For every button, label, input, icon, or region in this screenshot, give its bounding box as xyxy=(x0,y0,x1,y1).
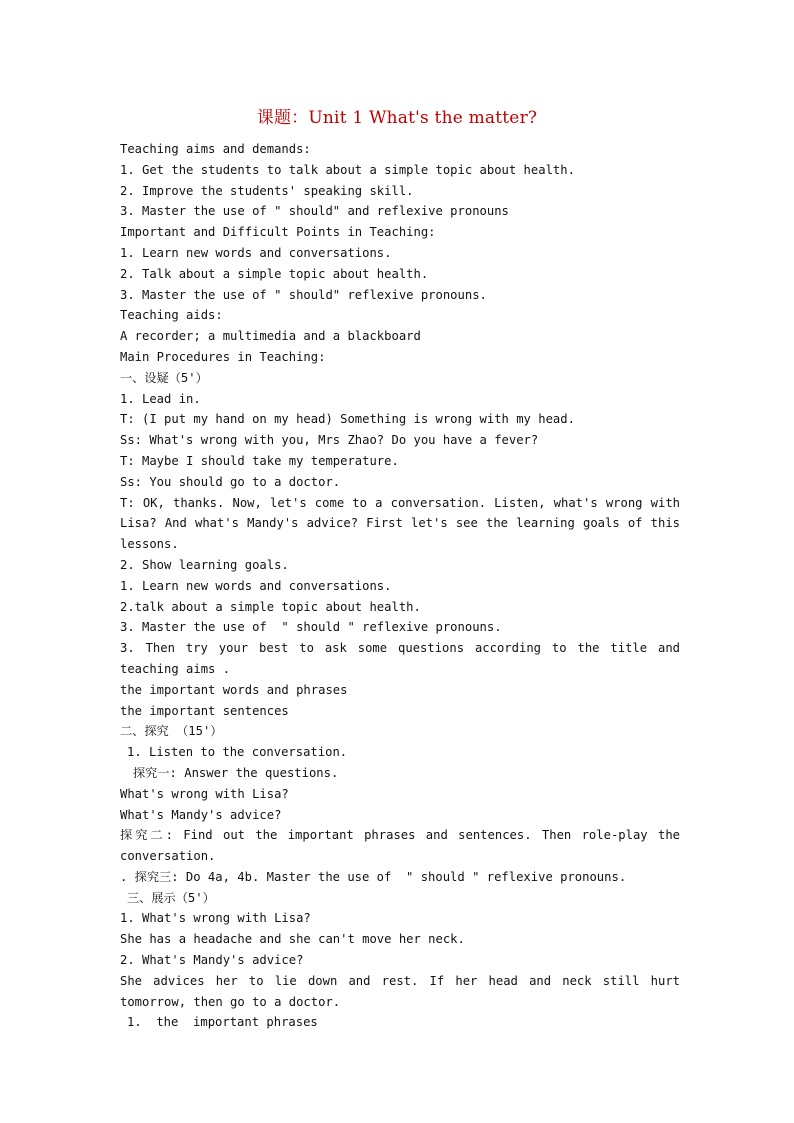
text-line-point-1: 1. Learn new words and conversations. xyxy=(120,245,392,260)
text-line-goal-2: 2.talk about a simple topic about health. xyxy=(120,599,421,614)
lesson-title: 课题：Unit 1 What's the matter? xyxy=(256,108,538,128)
text-line-aids: A recorder; a multimedia and a blackboard xyxy=(120,329,421,344)
text-line-answer-q2: 2. What's Mandy's advice? xyxy=(120,953,304,968)
text-line-important-phrases: 1. the important phrases xyxy=(127,1015,318,1030)
text-line-question-2: What's Mandy's advice? xyxy=(120,807,282,822)
text-line-show-goals: 2. Show learning goals. xyxy=(120,557,289,572)
section-heading-3: 三、展示（5'） xyxy=(127,890,215,905)
text-line-aim-1: 1. Get the students to talk about a simple topic about health. xyxy=(120,162,575,177)
text-line-goal-1: 1. Learn new words and conversations. xyxy=(120,578,392,593)
text-line-listen: 1. Listen to the conversation. xyxy=(127,745,348,760)
text-paragraph-ask-questions: 3. Then try your best to ask some questions according to the title and teaching aims . xyxy=(120,641,688,676)
text-line-aims-heading: Teaching aims and demands: xyxy=(120,142,311,156)
text-paragraph-explore-2: 探究二: Find out the important phrases and sentences. Then role-play the conversation. xyxy=(120,828,688,864)
dialogue-line: Ss: You should go to a doctor. xyxy=(120,474,341,489)
text-line-aim-2: 2. Improve the students' speaking skill. xyxy=(120,183,414,198)
document-body xyxy=(120,139,688,1033)
text-line-lead-in: 1. Lead in. xyxy=(120,391,201,406)
text-line-explore-1: 探究一: Answer the questions. xyxy=(133,765,339,780)
text-line-words-phrases: the important words and phrases xyxy=(120,682,348,697)
text-line-point-2: 2. Talk about a simple topic about health. xyxy=(120,266,429,281)
text-line-answer-q1: 1. What's wrong with Lisa? xyxy=(120,911,311,926)
text-line-answer-1: She has a headache and she can't move her neck. xyxy=(120,932,465,947)
text-line-point-3: 3. Master the use of " should" reflexive pronouns. xyxy=(120,287,487,302)
text-line-sentences: the important sentences xyxy=(120,703,289,718)
text-line-goal-3: 3. Master the use of " should " reflexive pronouns. xyxy=(120,620,502,635)
section-heading-2: 二、探究 （15'） xyxy=(120,724,223,739)
dialogue-line: T: Maybe I should take my temperature. xyxy=(120,453,399,468)
text-line-aim-3: 3. Master the use of " should" and reflexive pronouns xyxy=(120,204,509,219)
text-line-question-1: What's wrong with Lisa? xyxy=(120,786,289,801)
dialogue-line: Ss: What's wrong with you, Mrs Zhao? Do you have a fever? xyxy=(120,433,539,448)
text-paragraph-answer-2: She advices her to lie down and rest. If her head and neck still hurt tomorrow, then go to a doctor. xyxy=(120,973,688,1009)
text-line-explore-3: . 探究三: Do 4a, 4b. Master the use of " should " reflexive pronouns. xyxy=(120,869,627,884)
dialogue-line: T: (I put my hand on my head) Something is wrong with my head. xyxy=(120,412,575,427)
dialogue-paragraph: T: OK, thanks. Now, let's come to a conversation. Listen, what's wrong with Lisa? And what's Mandy's advice? First let's see the learning goals of this lessons. xyxy=(120,495,688,552)
text-line-points-heading: Important and Difficult Points in Teaching: xyxy=(120,225,436,240)
section-heading-1: 一、设疑（5'） xyxy=(120,370,208,385)
text-line-aids-heading: Teaching aids: xyxy=(120,308,223,323)
text-line-procedures-heading: Main Procedures in Teaching: xyxy=(120,349,326,364)
